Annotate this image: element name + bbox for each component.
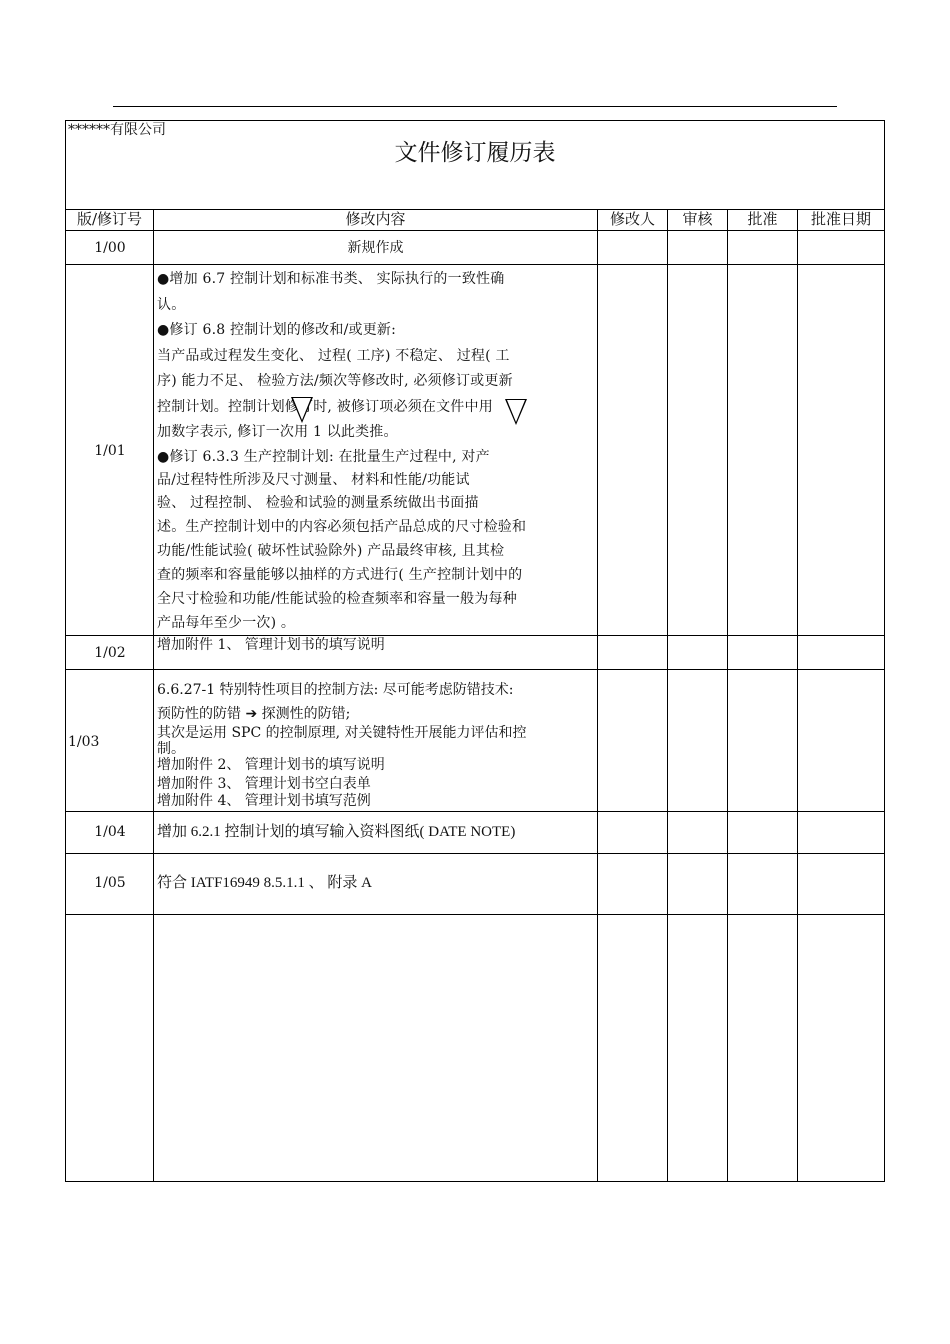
content-line: ●修订 6.8 控制计划的修改和/或更新: xyxy=(157,322,397,338)
row-divider xyxy=(66,669,884,670)
content-line: 加数字表示, 修订一次用 1 以此类推。 xyxy=(157,424,398,440)
content-line: 述。生产控制计划中的内容必须包括产品总成的尺寸检验和 xyxy=(157,518,527,535)
column-header-approval-date: 批准日期 xyxy=(810,210,871,228)
revision-triangle-mark-icon xyxy=(505,399,527,425)
column-divider xyxy=(797,209,798,1181)
column-divider xyxy=(727,209,728,1181)
content-line: 认。 xyxy=(157,296,186,313)
column-header-version: 版/修订号 xyxy=(76,210,143,228)
content-cell: 新规作成 xyxy=(347,240,404,256)
content-line: 序) 能力不足、 检验方法/频次等修改时, 必须修订或更新 xyxy=(157,373,513,389)
content-line: 验、 过程控制、 检验和试验的测量系统做出书面描 xyxy=(157,494,479,511)
content-line: 预防性的防错 ➔ 探测性的防错; xyxy=(157,706,351,722)
content-line: 6.6.27-1 特别特性项目的控制方法: 尽可能考虑防错技术: xyxy=(157,682,514,698)
content-cell: 符合 IATF16949 8.5.1.1 、 附录 A xyxy=(157,875,373,891)
column-header-approver: 批准 xyxy=(747,210,778,228)
content-cell: 增加 6.2.1 控制计划的填写输入资料图纸( DATE NOTE) xyxy=(157,824,516,840)
table-header-block xyxy=(66,121,884,210)
column-header-content: 修改内容 xyxy=(345,210,406,228)
column-header-reviewer: 审核 xyxy=(682,210,713,228)
content-line: 控制计划。控制计划修订时, 被修订项必须在文件中用 xyxy=(157,398,493,415)
row-divider xyxy=(66,811,884,812)
content-line: ●修订 6.3.3 生产控制计划: 在批量生产过程中, 对产 xyxy=(157,448,490,465)
content-line: 品/过程特性所涉及尺寸测量、 材料和性能/功能试 xyxy=(157,471,470,488)
version-cell: 1/02 xyxy=(94,645,126,661)
row-divider xyxy=(66,230,884,231)
revision-history-table xyxy=(65,120,885,1182)
document-title: 文件修订履历表 xyxy=(394,140,556,166)
revision-triangle-mark-icon xyxy=(291,397,313,423)
content-cell xyxy=(157,267,599,635)
content-line: 查的频率和容量能够以抽样的方式进行( 生产控制计划中的 xyxy=(157,566,523,583)
column-divider xyxy=(667,209,668,1181)
content-line: 制。 xyxy=(157,741,185,757)
content-line: 增加附件 2、 管理计划书的填写说明 xyxy=(157,757,385,773)
content-line: 增加附件 4、 管理计划书填写范例 xyxy=(157,793,371,809)
version-cell: 1/00 xyxy=(94,240,126,256)
row-divider xyxy=(66,264,884,265)
version-cell: 1/05 xyxy=(94,875,126,891)
content-line: 功能/性能试验( 破坏性试验除外) 产品最终审核, 且其检 xyxy=(157,542,505,559)
content-cell: 增加附件 1、 管理计划书的填写说明 xyxy=(157,637,385,653)
content-cell xyxy=(157,677,599,810)
row-divider xyxy=(66,853,884,854)
version-cell: 1/03 xyxy=(68,734,100,750)
row-divider xyxy=(66,914,884,915)
version-cell: 1/01 xyxy=(94,443,126,459)
content-line: 增加附件 3、 管理计划书空白表单 xyxy=(157,776,371,792)
version-cell: 1/04 xyxy=(94,824,126,840)
content-line: 产品每年至少一次) 。 xyxy=(157,614,296,631)
content-line: 其次是运用 SPC 的控制原理, 对关键特性开展能力评估和控 xyxy=(157,725,527,741)
column-header-modifier: 修改人 xyxy=(609,210,655,228)
company-name: ******有限公司 xyxy=(68,122,166,138)
content-line: 全尺寸检验和功能/性能试验的检查频率和容量一般为每种 xyxy=(157,590,517,607)
column-divider xyxy=(153,209,154,1181)
content-line: ●增加 6.7 控制计划和标准书类、 实际执行的一致性确 xyxy=(157,271,505,287)
content-line: 当产品或过程发生变化、 过程( 工序) 不稳定、 过程( 工 xyxy=(157,347,510,364)
top-rule xyxy=(113,106,837,107)
